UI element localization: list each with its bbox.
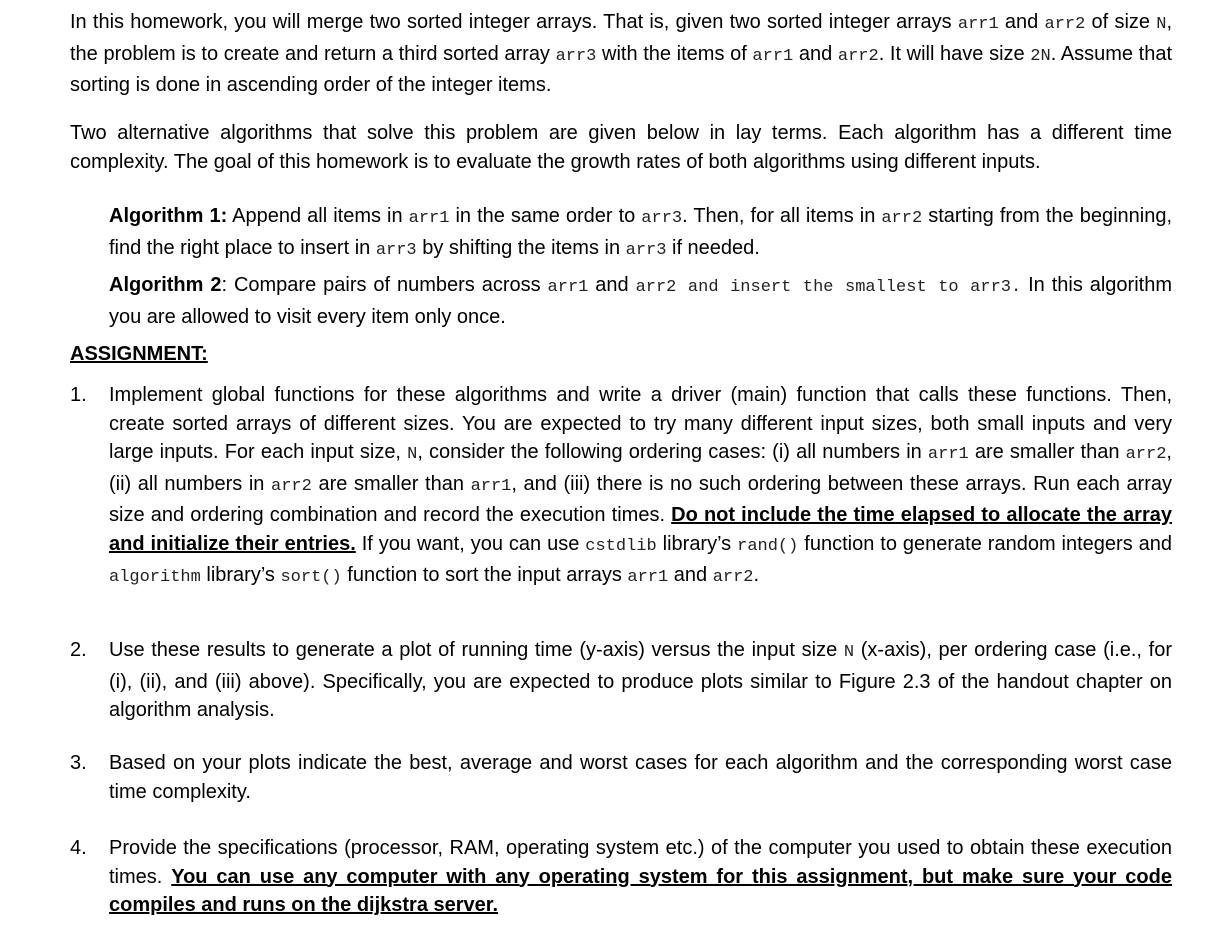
algorithm-2: Algorithm 2: Compare pairs of numbers across arr1 and arr2 and insert the smallest to arr3. In this algorithm you are allowed to visit every item only once.	[109, 274, 1172, 328]
algorithm-1: Algorithm 1: Append all items in arr1 in the same order to arr3. Then, for all items in arr2 starting from the beginning, find the right place to insert in arr3 by shifting the items in arr3 if needed.	[109, 205, 1172, 260]
emphasis-note: Do not include the time elapsed to allocate the array and initialize their entries.	[109, 504, 1172, 555]
code-N: N	[1156, 15, 1167, 34]
code-cstdlib: cstdlib	[585, 536, 657, 556]
algorithm-2-label: Algorithm 2	[109, 274, 222, 296]
code-2N: 2N	[1030, 46, 1051, 66]
intro-paragraph: In this homework, you will merge two sorted integer arrays. That is, given two sorted integer arrays arr1 and arr2 of size N, the problem is to create and return a third sorted array arr3 with the items of arr1 and arr2. It will have size 2N. Assume that sorting is done in ascending order of the integer items.	[70, 11, 1173, 96]
code-arr3: arr3	[555, 46, 597, 66]
overview-paragraph: Two alternative algorithms that solve this problem are given below in lay terms. Each algorithm has a different time complexity. The goal of this homework is to evaluate the growth rates of both algorithms using different inputs.	[70, 122, 1172, 173]
list-item-1: 1. Implement global functions for these algorithms and write a driver (main) function that calls these functions. Then, create sorted arrays of different sizes. You are expected to try many different input sizes, both small inputs and very large inputs. For each input size, N, consider the following ordering cases: (i) all numbers in arr1 are smaller than arr2, (ii) all numbers in arr2 are smaller than arr1, and (iii) there is no such ordering between these arrays. Run each array size and ordering combination and record the execution times. Do not include the time elapsed to allocate the array and initialize their entries. If you want, you can use cstdlib library’s rand() function to generate random integers and algorithm library’s sort() function to sort the input arrays arr1 and arr2.	[70, 381, 1172, 593]
code-arr2: arr2	[1044, 15, 1086, 34]
list-number: 3.	[70, 752, 87, 774]
assignment-heading: ASSIGNMENT:	[70, 343, 208, 365]
list-item-2: 2. Use these results to generate a plot of running time (y-axis) versus the input size N (x-axis), per ordering case (i.e., for (i), (ii), and (iii) above). Specifically, you are expected to produce plots similar to Figure 2.3 of the handout chapter on algorithm analysis.	[70, 636, 1172, 725]
algorithm-1-label: Algorithm 1:	[109, 205, 228, 227]
emphasis-note: You can use any computer with any operating system for this assignment, but make sure your code compiles and runs on the dijkstra server.	[109, 865, 1172, 916]
code-arr1: arr1	[957, 15, 999, 34]
list-item-4: 4. Provide the specifications (processor, RAM, operating system etc.) of the computer you used to obtain these execution times. You can use any computer with any operating system for this assignment, but make sure your code compiles and runs on the dijkstra server.	[70, 834, 1172, 920]
code-rand: rand()	[737, 536, 799, 556]
code-algorithm: algorithm	[109, 568, 201, 587]
list-number: 2.	[70, 639, 87, 661]
code-sort: sort()	[280, 568, 342, 587]
list-item-3: 3. Based on your plots indicate the best, average and worst cases for each algorithm and the corresponding worst case time complexity.	[70, 749, 1172, 806]
list-number: 1.	[70, 384, 87, 406]
list-number: 4.	[70, 837, 87, 859]
